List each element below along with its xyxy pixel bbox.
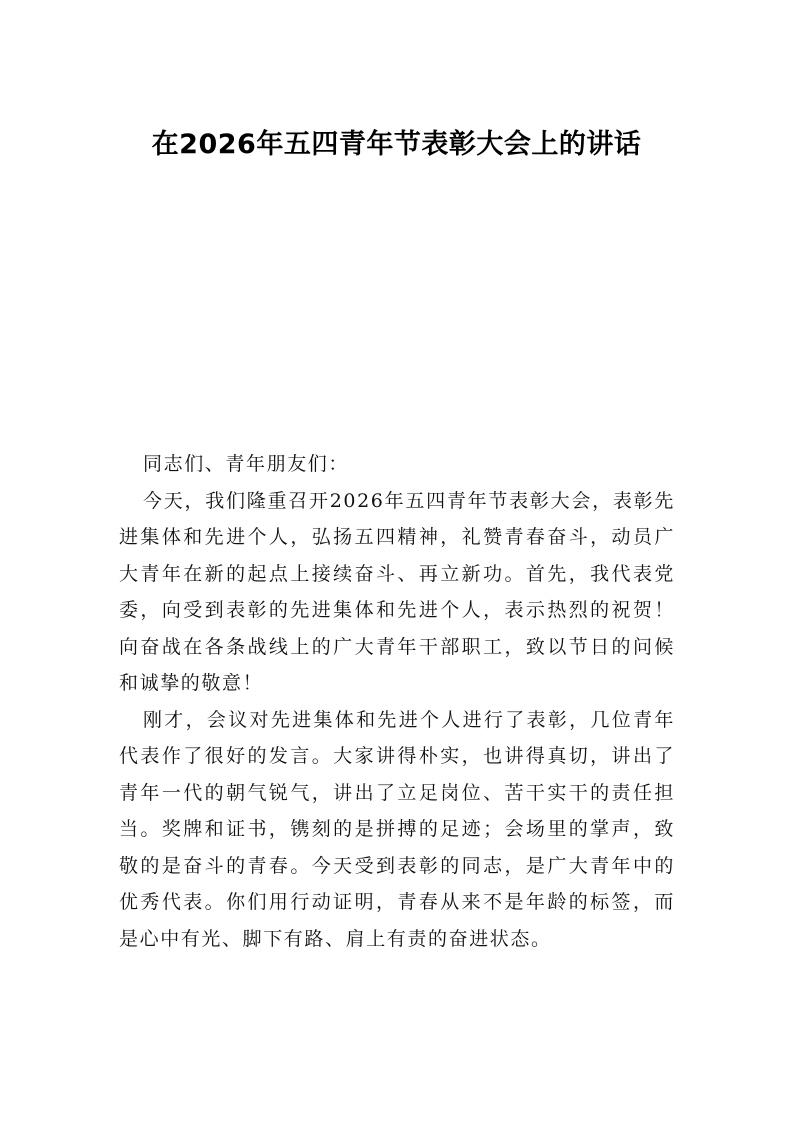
document-title: 在2026年五四青年节表彰大会上的讲话: [151, 129, 642, 160]
body-paragraph: 刚才，会议对先进集体和先进个人进行了表彰，几位青年代表作了很好的发言。大家讲得朴实，也讲得真切，讲出了青年一代的朝气锐气，讲出了立足岗位、苦干实干的责任担当。奖牌和证书，镌刻的是拼搏的足迹；会场里的掌声，致敬的是奋斗的青春。今天受到表彰的同志，是广大青年中的优秀代表。你们用行动证明，青春从来不是年龄的标签，而是心中有光、脚下有路、肩上有责的奋进状态。: [119, 708, 675, 950]
body-paragraph: 今天，我们隆重召开2026年五四青年节表彰大会，表彰先进集体和先进个人，弘扬五四精神，礼赞青春奋斗，动员广大青年在新的起点上接续奋斗、再立新功。首先，我代表党委，向受到表彰的先进集体和先进个人，表示热烈的祝贺！向奋战在各条战线上的广大青年干部职工，致以节日的问候和诚挚的敬意！: [119, 489, 675, 694]
document-body: [119, 446, 675, 957]
salutation-paragraph: 同志们、青年朋友们：: [143, 453, 350, 475]
